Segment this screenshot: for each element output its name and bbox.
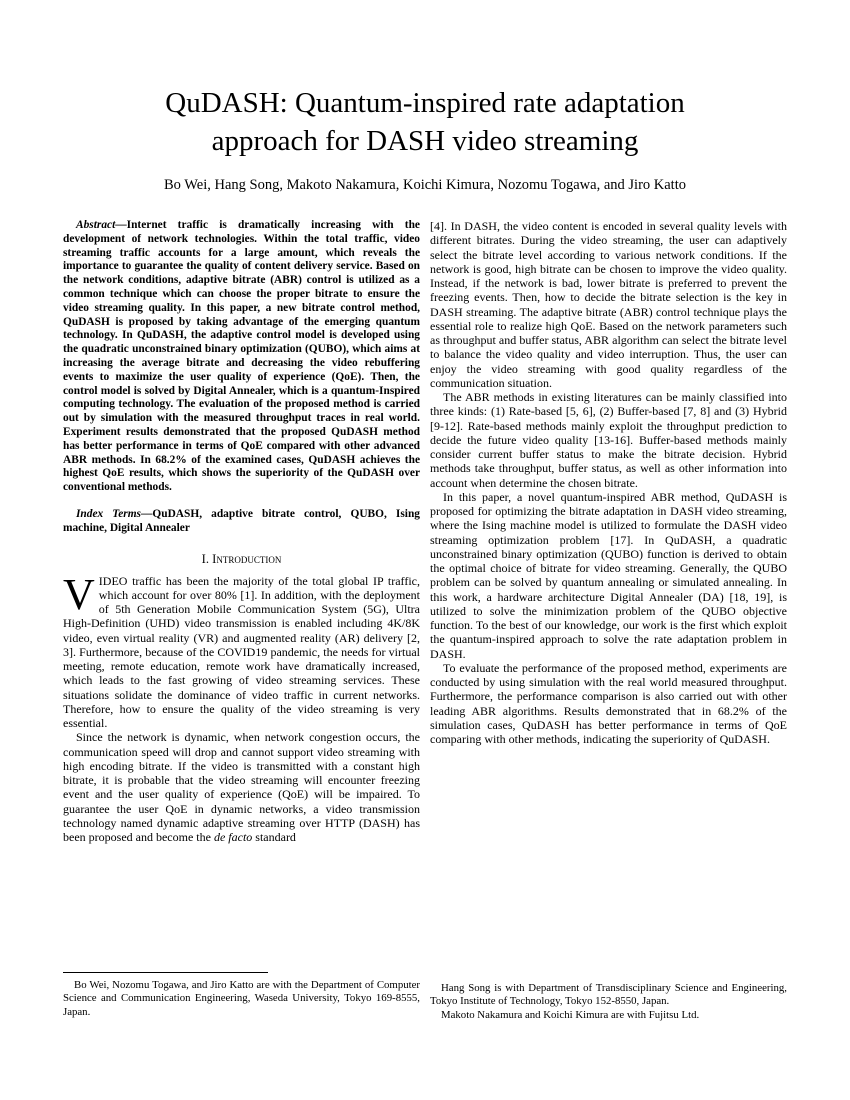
abstract-text: —Internet traffic is dramatically increasing with the development of network technologies. Within the total traffic, video streaming traffic accounts for a large amount, which reveals the importance to guarantee the quality of content delivery service. Based on the network conditions, adaptive bitrate (ABR) control is utilized as a common technique which can choose the proper bitrate to ensure the video streaming quality. In this paper, a new bitrate control method, QuDASH is proposed by taking advantage of the emerging quantum technology. In QuDASH, the adaptive control model is developed using the quadratic unconstrained binary optimization (QUBO), which aims at increasing the average bitrate and decreasing the video rebuffering events to maximize the user quality of experience (QoE). Then, the control model is solved by Digital Annealer, which is a quantum-Inspired computing technology. The evaluation of the proposed method is carried out by simulation with the measured throughput traces in real world. Experiment results demonstrated that the proposed QuDASH method has better performance in terms of QoE compared with other advanced ABR methods. In 68.2% of the examined cases, QuDASH achieves the highest QoE results, which shows the superiority of the QuDASH over conventional methods. xyxy=(63,219,420,494)
section-number: I. xyxy=(201,551,209,566)
authors-line: Bo Wei, Hang Song, Makoto Nakamura, Koichi Kimura, Nozomu Togawa, and Jiro Katto xyxy=(163,177,686,193)
de-facto-italic: de facto xyxy=(213,830,253,845)
footnote-left-text: Bo Wei, Nozomu Togawa, and Jiro Katto are with the Department of Computer Science and Communication Engineering, Waseda University, Tokyo 169-8555, Japan. xyxy=(63,979,420,1018)
index-terms-text: —QuDASH, adaptive bitrate control, QUBO, Ising machine, Digital Annealer xyxy=(63,507,420,534)
paper-title-text: QuDASH: Quantum-inspired rate adaptation approach for DASH video streaming xyxy=(165,87,685,157)
intro-paragraph-1 xyxy=(63,569,420,731)
body-paragraph-proposal: In this paper, a novel quantum-inspired ABR method, QuDASH is proposed for optimizing the bitrate adaptation in DASH video streaming, where the Ising machine model is utilized to formulate the DASH video streaming optimization problem [17]. In QuDASH, a quadratic unconstrained binary optimization (QUBO) function is derived to obtain the optimal choice of bitrate for video streaming. Generally, the QUBO problem can be solved by quantum annealing or simulated annealing. In this work, a hardware architecture Digital Annealer (DA) [18, 19], is utilized to solve the minimization problem of the QUBO objective function. To the best of our knowledge, our work is the first which exploit the quantum-inspired approach to solve the rate adaptation problem in DASH. xyxy=(430,489,787,661)
column-left xyxy=(63,219,420,844)
column-right xyxy=(430,219,787,746)
drop-cap: V xyxy=(63,569,95,619)
body-paragraph-evaluation: To evaluate the performance of the proposed method, experiments are conducted by using simulation with the real world measured throughput. Furthermore, the performance comparison is also carried out with other leading ABR algorithms. Results demonstrated that in 68.2% of the simulation cases, QuDASH has better performance in terms of QoE comparing with other methods, indicating the superiority of QuDASH. xyxy=(430,660,787,746)
index-terms-paragraph xyxy=(63,508,420,536)
intro-paragraph-2-post: standard xyxy=(252,830,296,845)
section-heading-introduction xyxy=(63,552,420,567)
abstract-label: Abstract xyxy=(76,219,116,231)
intro-paragraph-1-text: IDEO traffic has been the majority of the total global IP traffic, which account for over 80% [1]. In addition, with the deployment of 5th Generation Mobile Communication System (5G), Ultra High-Definition (UHD) video transmission is enabled including 4K/8K video, even virtual reality (VR) and augmented reality (AR) delivery [2, 3]. Furthermore, because of the COVID19 pandemic, the needs for virtual meeting, remote education, remote work have dramatically increased, which leads to the fast growing of video streaming services. These situations solidate the dominance of video traffic in current networks. Therefore, how to ensure the quality of the video streaming is very essential. xyxy=(63,573,420,731)
footnote-right-text-1: Hang Song is with Department of Transdisciplinary Science and Engineering, Tokyo Institute of Technology, Tokyo 152-8550, Japan. xyxy=(430,982,787,1008)
intro-paragraph-2-pre: Since the network is dynamic, when network congestion occurs, the communication speed will drop and cannot support video streaming with high encoding bitrate. If the video is transmitted with a constant high bitrate, it is probable that the video streaming will encounter freezing event and the user quality of experience (QoE) will be impaired. To guarantee the user QoE in dynamic networks, a video transmission technology named dynamic adaptive streaming over HTTP (DASH) has been proposed and become the xyxy=(63,730,420,845)
footnote-left xyxy=(63,972,420,1019)
footnote-separator-rule xyxy=(63,972,268,973)
body-paragraph-dash: [4]. In DASH, the video content is encoded in several quality levels with different bitrates. During the video streaming, the user can adaptively select the bitrate level according to various network conditions. If the network is good, high bitrate can be chosen to improve the video quality. Instead, if the network is bad, lower bitrate is preferred to prevent the freezing events. Then, how to decide the bitrate selection is the key in DASH streaming. The adaptive bitrate (ABR) control technique plays the essential role to realize high QoE. Based on the network parameters such as throughput and buffer status, ABR algorithm can select the bitrate level to balance the video quality and video interruption. Thus, the user can enjoy the video streaming with good quality regardless of the communication situation. xyxy=(430,219,787,390)
paper-title xyxy=(0,84,850,160)
section-title: Introduction xyxy=(212,551,282,566)
footnote-right xyxy=(430,982,787,1022)
body-paragraph-abr-methods: The ABR methods in existing literatures can be mainly classified into three kinds: (1) Rate-based [5, 6], (2) Buffer-based [7, 8] and (3) Hybrid [9-12]. Rate-based methods mainly exploit the throughput prediction to decide the future video quality [13-16]. Buffer-based methods mainly consider current buffer status to make the bitrate decision. Hybrid methods take throughput, buffer status, as well as other information into account when determine the chosen bitrate. xyxy=(430,390,787,490)
index-terms-label: Index Terms xyxy=(76,507,141,520)
abstract-paragraph xyxy=(63,219,420,495)
intro-paragraph-2 xyxy=(63,730,420,844)
footnote-right-text-2: Makoto Nakamura and Koichi Kimura are with Fujitsu Ltd. xyxy=(441,1008,700,1021)
